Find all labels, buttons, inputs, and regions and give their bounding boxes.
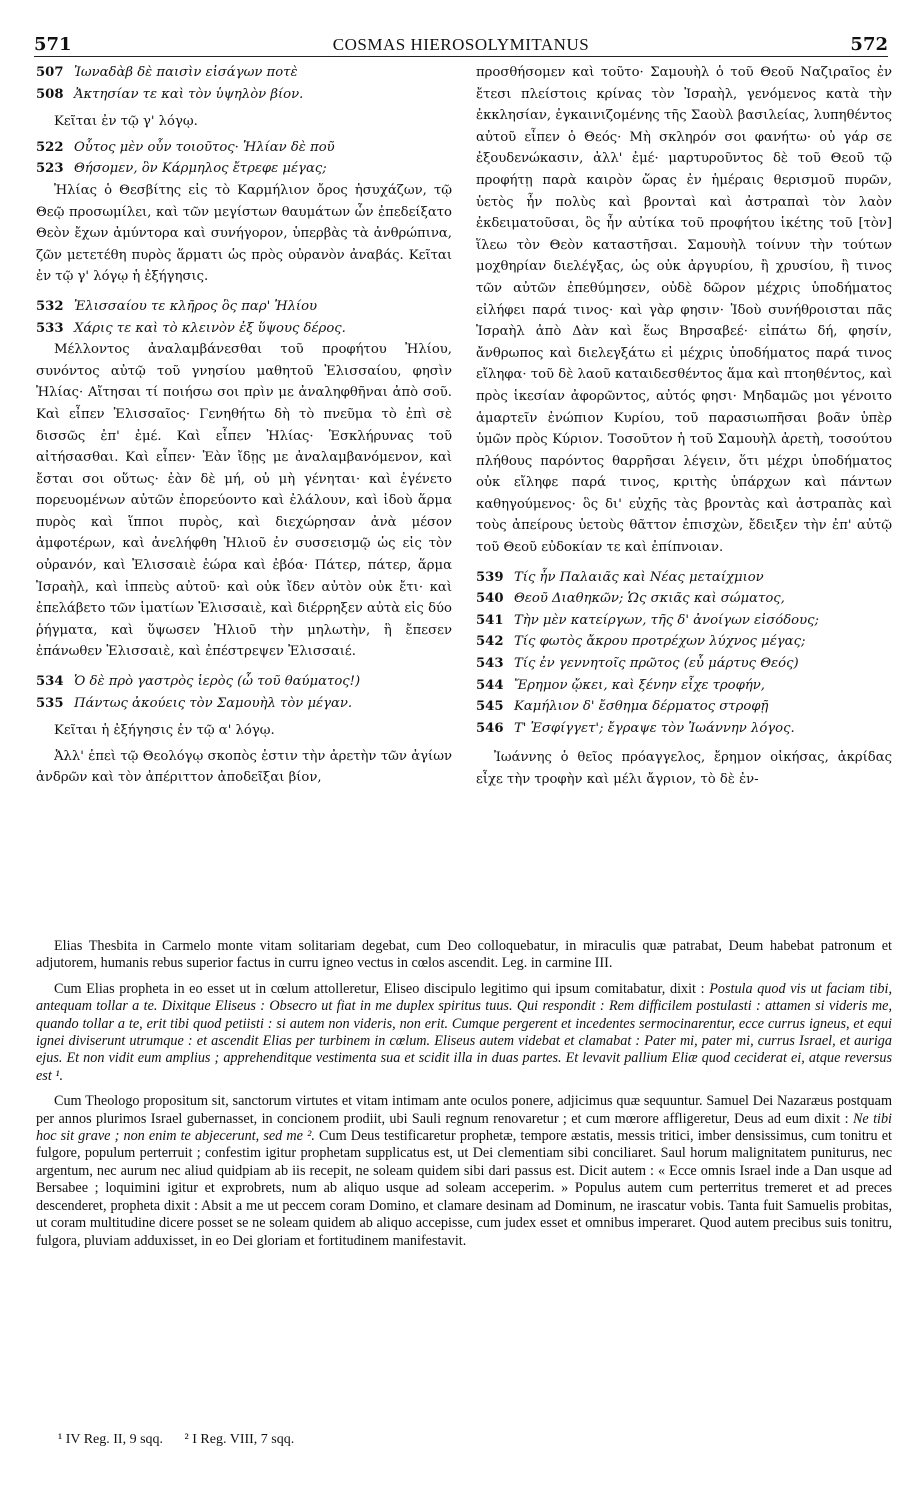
footnote: ¹ IV Reg. II, 9 sqq. (58, 1432, 164, 1447)
verse-line (476, 718, 892, 740)
verse-line (476, 588, 892, 610)
latin-quotation: Postula quod vis ut faciam tibi, antequam tollar a te. Dixitque Eliseus : Obsecro ut fiat in me duplex spiritus tuus. Qui respondit : Rem difficilem postulasti : attamen si videris me, quando tollar a te, erit tibi quod petiisti : si autem non videris, non erit. Cumque pergerent et incedentes sermocinarentur, ecce currus igneus, et equi ignei diviserunt utrumque : et ascendit Elias per turbinem in cœlum. Eliseus autem videbat et clamabat : Pater mi, pater mi, currus Israel, et auriga ejus. Et non vidit eum amplius ; apprehenditque vestimenta sua et scidit illa in duas partes. Et levavit pallium Eliæ quod ceciderat ei, atque reversus est ¹. (36, 980, 892, 1084)
latin-text: Cum Elias propheta in eo esset ut in cœlum attolleretur, Eliseo discipulo legitimo qui ipsum comitabatur, dixit : (54, 980, 705, 997)
verse-line (36, 62, 452, 84)
greek-commentary-paragraph: Ἀλλ' ἐπεὶ τῷ Θεολόγῳ σκοπὸς ἐστιν τὴν ἀρετὴν τῶν ἁγίων ἀνδρῶν καὶ τὸν ἀπέριττον ἀποδεῖξαι βίον, (36, 748, 452, 786)
verse-number: 542 (476, 634, 504, 650)
verse-number: 544 (476, 677, 504, 693)
verse-number: 508 (36, 86, 64, 102)
verse-line (476, 567, 892, 589)
verse-line (476, 675, 892, 697)
verse-number: 534 (36, 674, 64, 690)
verse-text: Ἀκτησίαν τε καὶ τὸν ὑψηλὸν βίον. (74, 86, 304, 102)
verse-number: 540 (476, 591, 504, 607)
greek-commentary-paragraph: Ἰωάννης ὁ θεῖος πρόαγγελος, ἔρημον οἰκήσας, ἀκρίδας εἶχε τὴν τροφὴν καὶ μέλι ἄγριον, τὸ δὲ ἐν- (476, 750, 892, 787)
verse-text: Οὗτος μὲν οὖν τοιοῦτος· Ἠλίαν δὲ ποῦ (74, 139, 335, 155)
verse-line (36, 137, 452, 159)
verse-line (36, 84, 452, 106)
verse-number: 545 (476, 699, 504, 715)
latin-translation (36, 938, 892, 1250)
greek-left-column (36, 62, 452, 789)
running-header (34, 34, 888, 57)
verse-number: 543 (476, 656, 504, 672)
greek-right-column (476, 62, 892, 791)
verse-line (36, 671, 452, 693)
verse-number: 546 (476, 720, 504, 736)
greek-commentary-paragraph: Μέλλοντος ἀναλαμβάνεσθαι τοῦ προφήτου Ἠλίου, συνόντος αὐτῷ τοῦ γνησίου μαθητοῦ Ἐλισσαίου, φησὶν Ἠλίας· Αἴτησαι τί ποιήσω σοι πρὶν με ἀναληφθῆναι ἀπὸ σοῦ. Καὶ εἶπεν Ἐλισσαῖος· Γενηθήτω δὴ τὸ πνεῦμα τὸ ἐπὶ σὲ δισσῶς ἐπ' ἐμέ. Καὶ εἶπεν Ἠλίας· Ἐσκλήρυνας τοῦ αἰτήσασθαι. Καὶ εἶπεν· Ἐὰν ἴδῃς με ἀναλαμβανόμενον, καὶ ἔσται σοι οὕτως· ἐὰν δὲ μή, οὐ μὴ γένηται· καὶ ἐγένετο πορευομένων αὐτῶν ἐπορεύοντο καὶ ἐλάλουν, καὶ ἰδοὺ ἅρμα πυρὸς καὶ ἵπποι πυρὸς, καὶ διεχώρησαν ἀνὰ μέσον ἀμφοτέρων, καὶ ἀνελήφθη Ἠλιοῦ ἐν συσσεισμῷ ὡς εἰς τὸν οὐρανόν, καὶ Ἐλισσαιὲ ἑώρα καὶ ἐβόα· Πάτερ, πάτερ, ἅρμα Ἰσραὴλ, καὶ ἱππεὺς αὐτοῦ· καὶ οὐκ ἴδεν αὐτὸν οὐκ ἔτι· καὶ ἐπελάβετο τῶν ἱματίων Ἐλισσαιὲ, καὶ διέρρηξεν αὐτὰ εἰς δύο ῥήγματα, καὶ ὕψωσεν Ἠλιοῦ τὴν μηλωτὴν, ἣ ἔπεσεν ἐπάνωθεν Ἐλισσαιὲ, καὶ ἐπέστρεψεν Ἐλισσαιέ. (36, 342, 452, 660)
verse-number: 541 (476, 612, 504, 628)
verse-line (476, 610, 892, 632)
verse-number: 532 (36, 298, 64, 314)
verse-text: Θήσομεν, ὃν Κάρμηλος ἔτρεφε μέγας; (74, 161, 327, 177)
latin-paragraph (36, 1093, 892, 1250)
latin-paragraph (36, 981, 892, 1085)
verse-line (36, 296, 452, 318)
verse-line (476, 653, 892, 675)
verse-line (476, 696, 892, 718)
verse-line (36, 158, 452, 180)
verse-text: Χάρις τε καὶ τὸ κλεινὸν ἐξ ὕψους δέρος. (74, 320, 346, 336)
verse-line (36, 318, 452, 340)
latin-paragraph: Elias Thesbita in Carmelo monte vitam solitariam degebat, cum Deo colloquebatur, in miraculis quæ patrabat, Deum habebat patronum et adjutorem, humanis rebus superior factus in curru igneo vectus in cœlos ascendit. Leg. in carmine III. (36, 938, 892, 972)
verse-number: 507 (36, 65, 64, 80)
verse-text: Θεοῦ Διαθηκῶν; Ὡς σκιᾶς καὶ σώματος, (514, 591, 785, 607)
verse-text: Τ' Ἐσφίγγετ'; ἔγραψε τὸν Ἰωάννην λόγος. (514, 720, 795, 736)
greek-commentary-paragraph: προσθήσομεν καὶ τοῦτο· Σαμουὴλ ὁ τοῦ Θεοῦ Ναζιραῖος ἐν ἔτεσι πλείστοις κρίνας τὸν Ἰσραὴλ, γενόμενος κατὰ τὴν ἐκκλησίαν, ἐγκαινιζομένης τῆς Σαοὺλ βασιλείας, λυπηθέντος αὐτοῦ εἶπεν ὁ Θεός· Μὴ σκληρόν σοι φανήτω· οὐ γάρ σε ἐξουδενώκασιν, ἀλλ' ἐμέ· μαρτυροῦντος δὲ τοῦ Θεοῦ τῷ προφήτῃ παρὰ καιρὸν ὥρας ἐν ἡμέραις θερισμοῦ πυρῶν, ὑετὸς ἦν πολὺς καὶ βρονταὶ καὶ ἀστραπαὶ τὸν λαὸν ἐκδειματοῦσαι, ὃς ἦν αὐτίκα τοῦ προφήτου ἱκέτης τοῦ [τὸν] ἵλεω τὸν Θεὸν καταστῆσαι. Σαμουὴλ τοίνυν τὴν τούτων μοχθηρίαν διελέγξας, ὡς οὐκ ἀργυρίου, ἢ χρυσίου, ἢ τινος τῶν αὐτῶν ἐπεθύμησεν, οὐδὲ δῶρον μέχρις ὑποδήματος εἰλήφει παρά τινος· καὶ γὰρ φησιν· Ἰδοὺ συνήθροισται πᾶς Ἰσραὴλ ἀπὸ Δὰν καὶ ἕως Βηρσαβεέ· εἰπάτω δή, φησίν, ἄνθρωπος καὶ διελεγξάτω εἰ μέχρις ὑποδήματος παρά τινος εἴληφα· τοῦ δὲ λαοῦ καταιδεσθέντος ἅμα καὶ πτοηθέντος, καὶ πρὸς ἱκεσίαν ἀφορῶντος, αὐτός φησι· Μηδαμῶς μοι γένοιτο ἁμαρτεῖν ἐνώπιον Κυρίου, τοῦ παρασιωπῆσαι βοᾶν ὑπὲρ ὑμῶν πρὸς Κύριον. Τοσοῦτον ἡ τοῦ Σαμουὴλ ἀρετὴ, τοσούτου πλήθους παρόντος θαρρῆσαι λέγειν, ὅτι μέχρι ὑποδήματος οὐκ εἴληφε παρά τινος, κριτὴς ὑπάρχων καὶ πάντων καθηγούμενος· ὃς δι' εὐχῆς τὰς βροντὰς καὶ ἀστραπὰς καὶ τοὺς ἀπείρους ὑετοὺς θᾶττον ἐπισχὼν, ἔδειξεν τὴν ἐπ' αὐτῷ τοῦ Θεοῦ εὐδοκίαν τε καὶ ἐπίπνοιαν. (476, 65, 892, 556)
verse-number: 522 (36, 139, 64, 155)
verse-line (36, 693, 452, 715)
verse-number: 523 (36, 161, 64, 177)
latin-quotation: Ne tibi hoc sit grave ; non enim te abjecerunt, sed me ². (36, 1110, 892, 1145)
verse-text: Ἔρημον ᾤκει, καὶ ξένην εἶχε τροφήν, (514, 677, 765, 693)
verse-text: Τίς ἐν γεννητοῖς πρῶτος (εὖ μάρτυς Θεός) (514, 656, 799, 672)
verse-number: 533 (36, 320, 64, 336)
verse-text: Τίς φωτὸς ἄκρου προτρέχων λύχνος μέγας; (514, 634, 806, 650)
verse-text: Καμήλιον δ' ἔσθημα δέρματος στροφῇ (514, 699, 769, 715)
verse-text: Τὴν μὲν κατείργων, τῆς δ' ἀνοίγων εἰσόδους; (514, 612, 819, 628)
verse-text: Ἐλισσαίου τε κλῆρος ὃς παρ' Ἠλίου (74, 298, 318, 314)
verse-text: Ἰωναδὰβ δὲ παισὶν εἰσάγων ποτὲ (74, 65, 298, 80)
latin-text: Cum Theologo propositum sit, sanctorum virtutes et vitam intimam ante oculos ponere, adjicimus quæ sequuntur. Samuel Dei Nazaræus postquam per annos plurimos Israel gubernasset, in concionem prodiit, ubi Sauli regnum renovaretur ; et cum mœrore affligeretur, Deus ad eum dixit : (36, 1093, 892, 1127)
verse-number: 539 (476, 569, 504, 585)
left-page-number: 571 (34, 34, 72, 55)
verse-text: Πάντως ἀκούεις τὸν Σαμουὴλ τὸν μέγαν. (74, 695, 353, 711)
verse-number: 535 (36, 695, 64, 711)
commentary-reference: Κεῖται ἐν τῷ γ' λόγῳ. (54, 114, 198, 130)
running-title: COSMAS HIEROSOLYMITANUS (332, 35, 590, 54)
latin-text: Cum Deus testificaretur prophetæ, tempore æstatis, messis tritici, imber densissimus, cum tonitru et fulgore, populum perterruit ; confestim igitur prophetam supplicatus est, ut Dei clementiam sibi conciliaret. Saul horum malignitatem puniturus, nec argentum, nec aurum nec aliud quidpiam ab iis recepit, ne soleam quidem sibi dari passus est. Dicit autem : « Ecce omnis Israel inde a Dan usque ad Bersabee ; loquimini igitur et exprobrets, num ab aliquo usque ad soleam acceperim. » Populus autem cum perterritus tremeret et ad preces descenderet, propheta dixit : Absit a me ut peccem coram Domino, et clamare desinam ad Dominum, ne irascatur vobis. Tanta fuit Samuelis probitas, ut coram multitudine dicere posset se ne soleam quidem ab aliquo accepisse, cum judex esset et omnibus imperaret. Quod autem precibus suis tonitru, fulgora, pluviam adduxisset, in eo Dei gloriam et fortitudinem manifestavit. (36, 1128, 892, 1249)
commentary-reference: Κεῖται ἡ ἐξήγησις ἐν τῷ α' λόγῳ. (54, 723, 275, 739)
right-page-number: 572 (850, 34, 888, 55)
footnote: ² I Reg. VIII, 7 sqq. (184, 1432, 295, 1447)
verse-text: Ὁ δὲ πρὸ γαστρὸς ἱερὸς (ὦ τοῦ θαύματος!) (74, 674, 361, 690)
greek-commentary-paragraph: Ἠλίας ὁ Θεσβίτης εἰς τὸ Καρμήλιον ὄρος ἡσυχάζων, τῷ Θεῷ προσωμίλει, καὶ τῶν μεγίστων θαυμάτων ὧν ἐπεδείξατο Θεὸν ἔχων ἀμύντορα καὶ συνήγορον, ὑπερβὰς τὰ ἀνθρώπινα, ζῶν μετετέθη πυρὸς ἅρματι ὡς πρὸς οὐρανὸν ἀναβάς. Κεῖται ἐν τῷ γ' λόγῳ ἡ ἐξήγησις. (36, 182, 452, 285)
verse-line (476, 631, 892, 653)
verse-text: Τίς ἦν Παλαιᾶς καὶ Νέας μεταίχμιον (514, 569, 764, 585)
footnotes (58, 1432, 312, 1448)
